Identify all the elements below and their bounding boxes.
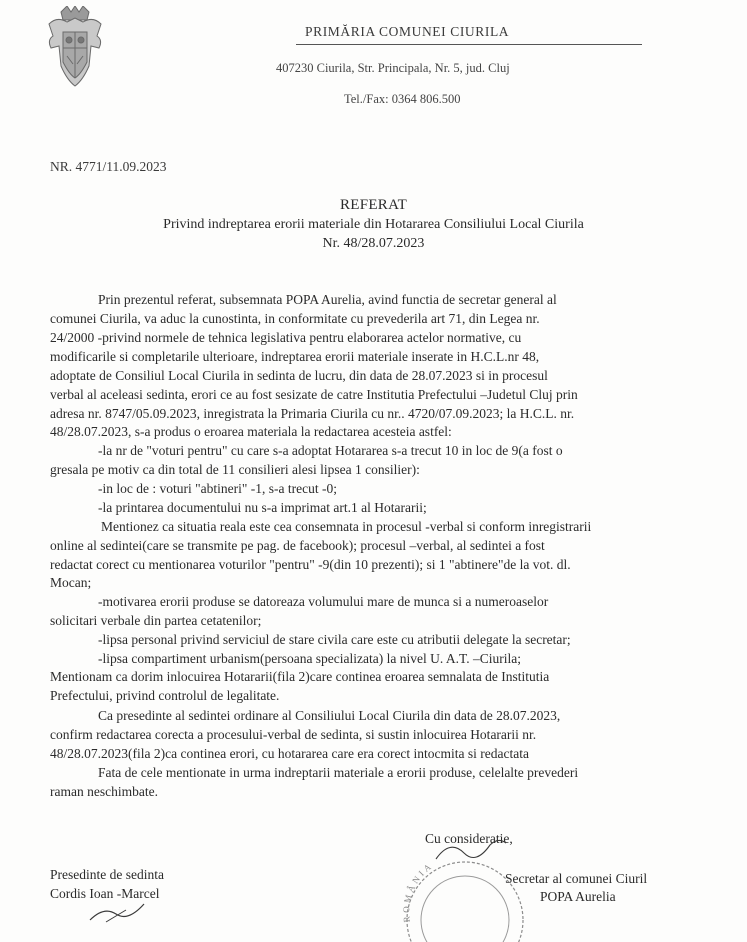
document-title: REFERAT (339, 197, 408, 213)
stamp-text: ROMÂNIA (400, 859, 436, 923)
body-line: adoptate de Consiliul Local Ciurila in sedinta de lucru, din data de 28.07.2023 si in procesul (50, 368, 548, 383)
header-divider (296, 44, 642, 45)
body-line: confirm redactarea corecta a procesului-verbal de sedinta, si sustin inlocuirea Hotararii nr. (50, 727, 537, 742)
body-line: verbal al aceleasi sedinta, erori ce au fost sesizate de catre Institutia Prefectului –Judetul Cluj prin (50, 387, 578, 402)
handwritten-signature-icon (430, 835, 510, 865)
svg-text:ROMÂNIA (401, 860, 435, 923)
body-line: -lipsa personal privind serviciul de stare civila care este cu atributii delegate la secretar; (98, 632, 571, 647)
body-line: modificarile si completarile ulterioare, indreptarea erorii materiale inserate in H.C.L.nr 48, (50, 349, 540, 364)
institution-phone: Tel./Fax: 0364 806.500 (344, 92, 461, 106)
body-line: redactat corect cu mentionarea voturilor "pentru" -9(din 10 prezenti); si 1 "abtinere"de la vot. dl. (50, 557, 571, 572)
institution-address: 407230 Ciurila, Str. Principala, Nr. 5, jud. Cluj (276, 61, 510, 75)
body-line: Prin prezentul referat, subsemnata POPA Aurelia, avind functia de secretar general al (98, 292, 557, 307)
body-line: adresa nr. 8747/05.09.2023, inregistrata la Primaria Ciurila cu nr.. 4720/07.09.2023; la H.C.L. nr. (50, 406, 575, 421)
document-reference: Nr. 48/28.07.2023 (322, 236, 425, 251)
body-line: Ca presedinte al sedintei ordinare al Consiliului Local Ciurila din data de 28.07.2023, (98, 708, 561, 723)
body-line: solicitari verbale din partea cetatenilor; (50, 613, 262, 628)
body-line: -la printarea documentului nu s-a imprimat art.1 al Hotararii; (98, 500, 427, 515)
body-line: -la nr de "voturi pentru" cu care s-a adoptat Hotararea s-a trecut 10 in loc de 9(a fost o (98, 443, 563, 458)
registration-number: NR. 4771/11.09.2023 (50, 159, 167, 174)
closing-phrase: Cu consideratie, (425, 831, 513, 846)
left-signatory-name: Cordis Ioan -Marcel (50, 886, 160, 901)
right-signatory-role: Secretar al comunei Ciuril (505, 871, 648, 886)
body-line: Prefectului, privind controlul de legalitate. (50, 688, 280, 703)
coat-of-arms-icon (43, 6, 107, 90)
body-line: gresala pe motiv ca din total de 11 consilieri alesi lipsea 1 consilier): (50, 462, 420, 477)
left-signatory-role: Presedinte de sedinta (50, 867, 164, 882)
body-line: Mentionez ca situatia reala este cea consemnata in procesul -verbal si conform inregistrarii (101, 519, 592, 534)
body-line: Fata de cele mentionate in urma indreptarii materiale a erorii produse, celelalte prevederi (98, 765, 579, 780)
document-subtitle: Privind indreptarea erorii materiale din Hotararea Consiliului Local Ciurila (163, 217, 584, 232)
handwritten-signature-icon (86, 898, 156, 926)
body-line: online al sedintei(care se transmite pe pag. de facebook); procesul –verbal, al sedintei a fost (50, 538, 545, 553)
body-line: Mocan; (50, 575, 92, 590)
body-line: -in loc de : voturi "abtineri" -1, s-a trecut -0; (98, 481, 337, 496)
body-line: Mentionam ca dorim inlocuirea Hotararii(fila 2)care continea eroarea semnalata de Institutia (50, 669, 550, 684)
body-line: raman neschimbate. (50, 784, 158, 799)
right-signatory-name: POPA Aurelia (540, 889, 616, 904)
body-line: 24/2000 -privind normele de tehnica legislativa pentru elaborarea actelor normative, cu (50, 330, 522, 345)
institution-name: PRIMĂRIA COMUNEI CIURILA (305, 24, 510, 39)
body-line: comunei Ciurila, va aduc la cunostinta, in conformitate cu prevederila art 71, din Legea nr. (50, 311, 540, 326)
body-line: -motivarea erorii produse se datoreaza volumului mare de munca si a numeroaselor (98, 594, 549, 609)
body-line: -lipsa compartiment urbanism(persoana specializata) la nivel U. A.T. –Ciurila; (98, 651, 521, 666)
body-line: 48/28.07.2023, s-a produs o eroarea materiala la redactarea acesteia astfel: (50, 424, 452, 439)
body-line: 48/28.07.2023(fila 2)ca continea erori, cu hotararea care era corect intocmita si redactata (50, 746, 529, 761)
